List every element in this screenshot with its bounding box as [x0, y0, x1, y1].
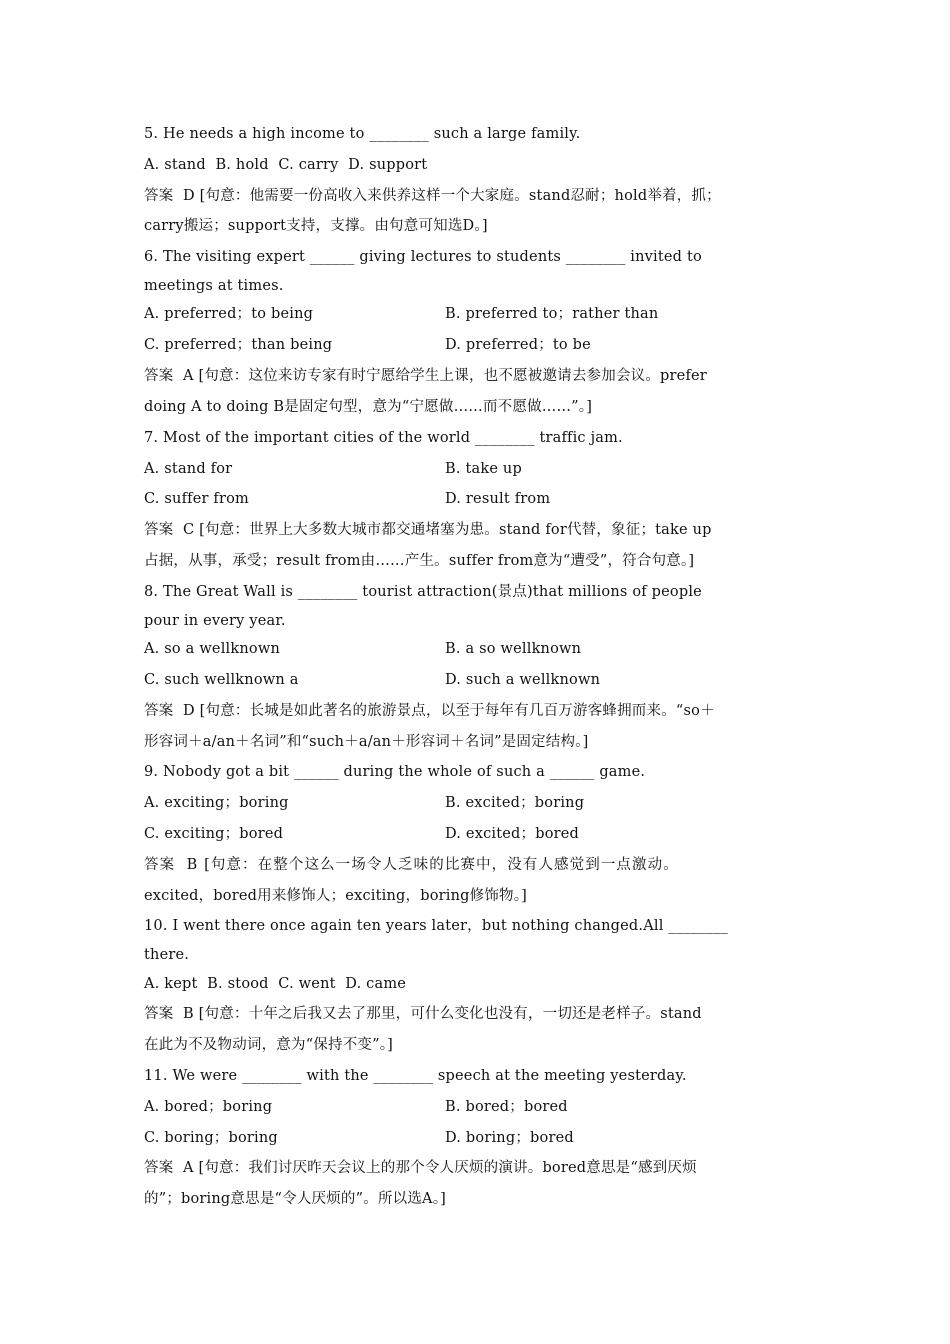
q7-option-b: B. take up [445, 461, 522, 477]
q11-option-a: A. bored；boring [144, 1099, 273, 1115]
q6-option-c: C. preferred；than being [144, 337, 333, 353]
q6-stem-line-2: meetings at times. [144, 278, 284, 294]
q11-answer-line-2: 的”；boring意思是“令人厌烦的”。所以选A。] [144, 1191, 447, 1207]
q9-option-c: C. exciting；bored [144, 826, 284, 842]
q9-stem: 9. Nobody got a bit ______ during the whole of such a ______ game. [144, 764, 646, 780]
q6-option-a: A. preferred；to being [144, 306, 314, 322]
q9-option-a: A. exciting；boring [144, 795, 289, 811]
q10-answer-line-2: 在此为不及物动词，意为“保持不变”。] [144, 1037, 394, 1053]
q10-stem-line-1: 10. I went there once again ten years later，but nothing changed.All ________ [144, 918, 728, 934]
q6-answer-line-1: 答案 A [句意：这位来访专家有时宁愿给学生上课，也不愿被邀请去参加会议。prefer [144, 368, 707, 384]
q10-stem-line-2: there. [144, 947, 190, 963]
q6-stem-line-1: 6. The visiting expert ______ giving lectures to students ________ invited to [144, 249, 702, 265]
q8-stem-line-1: 8. The Great Wall is ________ tourist attraction(景点)that millions of people [144, 584, 702, 600]
q9-option-b: B. excited；boring [445, 795, 585, 811]
q7-answer-line-2: 占据，从事，承受；result from由……产生。suffer from意为“遭受”，符合句意。] [144, 553, 695, 569]
q8-option-b: B. a so wellknown [445, 641, 582, 657]
q11-option-d: D. boring；bored [445, 1130, 574, 1146]
q11-stem: 11. We were ________ with the ________ speech at the meeting yesterday. [144, 1068, 687, 1084]
q6-option-b: B. preferred to；rather than [445, 306, 659, 322]
q11-option-b: B. bored；bored [445, 1099, 568, 1115]
q6-answer-line-2: doing A to doing B是固定句型，意为“宁愿做……而不愿做……”。] [144, 399, 593, 415]
q8-stem-line-2: pour in every year. [144, 613, 286, 629]
q8-answer-line-2: 形容词＋a/an＋名词”和“such＋a/an＋形容词＋名词”是固定结构。] [144, 734, 589, 750]
q8-option-a: A. so a wellknown [144, 641, 280, 657]
q8-option-d: D. such a wellknown [445, 672, 601, 688]
q7-option-d: D. result from [445, 491, 551, 507]
q9-answer-line-1: 答案 B [句意：在整个这么一场令人乏味的比赛中，没有人感觉到一点激动。 [144, 857, 679, 873]
q5-answer-line-2: carry搬运；support支持，支撑。由句意可知选D。] [144, 218, 488, 234]
q10-options: A. kept B. stood C. went D. came [144, 976, 407, 992]
q7-answer-line-1: 答案 C [句意：世界上大多数大城市都交通堵塞为患。stand for代替，象征；take up [144, 522, 712, 538]
q11-answer-line-1: 答案 A [句意：我们讨厌昨天会议上的那个令人厌烦的演讲。bored意思是“感到厌烦 [144, 1160, 697, 1176]
q5-answer-line-1: 答案 D [句意：他需要一份高收入来供养这样一个大家庭。stand忍耐；hold举着，抓； [144, 188, 721, 204]
q10-answer-line-1: 答案 B [句意：十年之后我又去了那里，可什么变化也没有，一切还是老样子。stand [144, 1006, 702, 1022]
q11-option-c: C. boring；boring [144, 1130, 278, 1146]
q5-options: A. stand B. hold C. carry D. support [144, 157, 428, 173]
q7-option-a: A. stand for [144, 461, 233, 477]
q7-option-c: C. suffer from [144, 491, 250, 507]
q7-stem: 7. Most of the important cities of the world ________ traffic jam. [144, 430, 623, 446]
q9-option-d: D. excited；bored [445, 826, 580, 842]
q6-option-d: D. preferred；to be [445, 337, 591, 353]
q8-option-c: C. such wellknown a [144, 672, 299, 688]
q9-answer-line-2: excited，bored用来修饰人；exciting，boring修饰物。] [144, 888, 528, 904]
q8-answer-line-1: 答案 D [句意：长城是如此著名的旅游景点，以至于每年有几百万游客蜂拥而来。“so＋ [144, 703, 715, 719]
q5-stem: 5. He needs a high income to ________ such a large family. [144, 126, 581, 142]
